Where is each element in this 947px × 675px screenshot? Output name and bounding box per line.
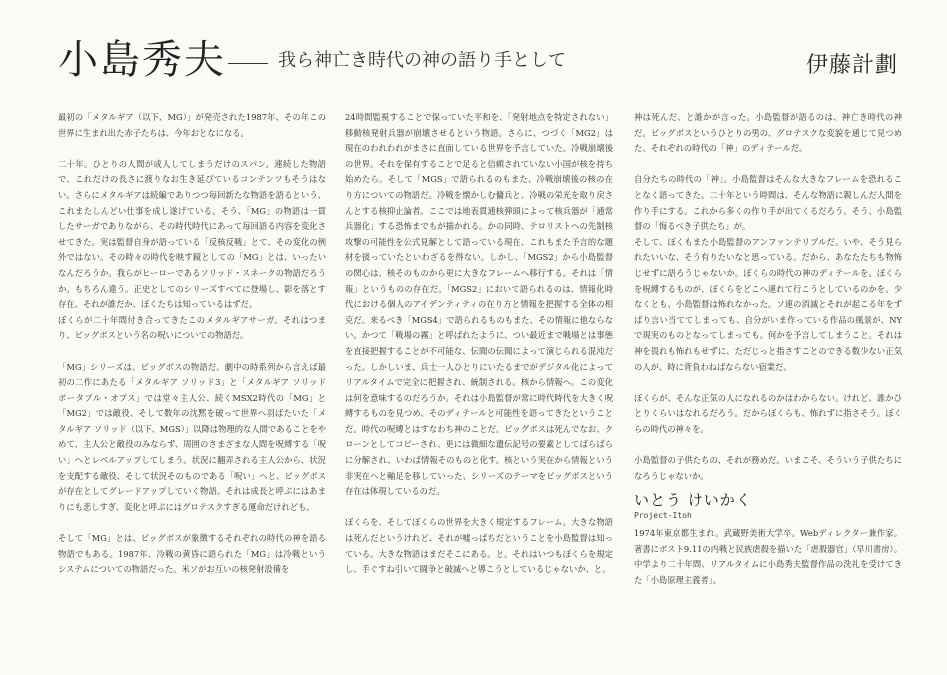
- text-column-1: [58, 110, 326, 666]
- article-author: 伊藤計劃: [805, 53, 898, 78]
- article-subtitle: 我ら神亡き時代の神の語り手として: [278, 50, 566, 71]
- paragraph: 24時間監視することで保っていた平和を、「発射地点を特定されない」移動核発射兵器が崩壊させるという物語。さらに、つづく「MG2」は現在のわれわれがまさに直面している世界を予言していた。冷戦崩壊後の世界。それを保有することで足ると信頼されていない小国が核を持ち始めたら。そして「MGS」で語られるのもまた、冷戦崩壊後の核の在り方についての物語だ。冷戦を懐かしむ傭兵と、冷戦の栄光を取り戻さんとする核抑止論者。ここでは地表貫通核弾頭によって核兵器が「通常兵器化」する恐怖までもが描かれる。かの同時、テロリストへの先制核攻撃の可能性を公式見解として語っている現在、これもまた予言的な題材を扱っていたといわざるを得ない。しかし、「MGS2」から小島監督の関心は、核そのものから更に大きなフレームへ移行する。それは「情報」というものの存在だ。「MGS2」において語られるのは、情報化時代における個人のアイデンティティの在り方と情報を把握する全体の相克だ。来るべき「MGS4」で語られるものもまた、その情報に他ならない。かつて「戦場の霧」と呼ばれたように、つい最近まで戦場とは事態を直接把握することが不可能な、伝聞の伝聞によって演じられる混沌だった。しかしいま、兵士一人ひとりにいたるまでがデジタル化によってリアルタイムで完全に把握され、統制される。核から情報へ。この変化は何を意味するのだろうか。それは小島監督が常に時代時代を大きく呪縛するものを見つめ、そのディテールと可能性を語ってきたということだ。時代の呪縛とはすなわち神のことだ。ビッグボスは死んでなお、クローンとしてコピーされ、更には微細な遺伝記号の要素としてばらばらに分解され、いわば情報そのものと化す。核という実在から情報という非実在へと軸足を移していった、シリーズのテーマをビッグボスという存在は体現しているのだ。: [345, 112, 613, 497]
- article-header: [28, 30, 908, 90]
- byline-bio: 1974年東京都生まれ。武蔵野美術大学卒。Webディレクター兼作家。著書にポスト9.11の内戦と民族虐殺を描いた「虐殺器官」（早川書房）。中学より二十年間、リアルタイムに小島秀夫監督作品の洗礼を受けてきた「小島原理主義者」。: [634, 528, 902, 586]
- paragraph: 自分たちの時代の「神」。小島監督はそんな大きなフレームを恐れることなく語ってきた。二十年という時間は、そんな物語に親しんだ人間を作り手にする。これから多くの作り手が出てくるだろう。そう、小島監督の「悔るべき子供たち」が。: [634, 174, 902, 232]
- paragraph: ぼくらを、そしてぼくらの世界を大きく規定するフレーム。大きな物語は死んだというけれど、それが嘘っぱちだということを小島監督は知っている。大きな物語はまだそこにある。と。それはいつもぼくらを規定し、手ぐすね引いて闘争と破滅へと導こうとしているじゃないか、と。: [345, 517, 613, 575]
- byline-name-en: Project-Itoh: [634, 511, 692, 521]
- title-dash: [228, 63, 268, 64]
- paragraph: そして、ぼくもまた小島監督のアンファンテリブルだ。いや、そう見られたいいな、そう有りたいなと思っている。だから、あなたたちも物怖じせずに語ろうじゃないか。ぼくらの時代の神のディテールを。ぼくらを呪縛するものが、ぼくらをどこへ連れて行こうとしているのかを。少なくとも、小島監督は怖れなかった。ソ連の消滅とそれが起こる年をずばり言い当ててしまっても、自分がいま作っている作品の風景が、NYで現実のものとなってしまっても。何かを予言してしまうこと。それは神を畏れも怖れもせずに、ただじっと指さすことのできる数少ない正気の人が、時に背負わねばならない宿業だ。: [634, 236, 902, 372]
- paragraph: 小島監督の子供たちの、それが務めだ。いまこそ、そういう子供たちになろうじゃないか。: [634, 455, 902, 481]
- paragraph: 最初の「メタルギア（以下、MG）」が発売された1987年、その年この世界に生まれ出た赤子たちは、今年おとなになる。: [58, 112, 326, 138]
- paragraph: 二十年。ひとりの人間が成人してしまうだけのスパン。連続した物語で、これだけの長さに渡りなお生き延びているコンテンツもそうはない。さらにメタルギアは続編でありつつ毎回新たな物語を語るという、これまたしんどい仕事を成し遂げている。そう、「MG」の物語は一貫したサーガでありながら、その時代時代にあって毎回語る内容を変化させてきた。実は監督自身が語っている「反核反戦」とて、その変化の例外ではない。その時々の時代を映す鏡としての「MG」とは、いったいなんだろうか。我らがヒーローであるソリッド・スネークの物語だろうか。もちろん違う。正史としてのシリーズすべてに登場し、影を落とす存在。それが誰だか、ぼくたちは知っているはずだ。: [58, 158, 326, 310]
- paragraph: そして「MG」とは、ビッグボスが象徴するそれぞれの時代の神を語る物語でもある。1987年、冷戦の黄昏に語られた「MG」は冷戦というシステムについての物語だった。米ソがお互いの核発射設備を: [58, 533, 326, 575]
- article-title: 小島秀夫: [58, 37, 226, 83]
- paragraph: 神は死んだ、と誰かが言った。小島監督が語るのは、神亡き時代の神だ。ビッグボスというひとりの男の、グロテスクな変貌を通じて見つめた、それぞれの時代の「神」のディテールだ。: [634, 112, 902, 154]
- author-byline: [634, 490, 902, 588]
- text-column-3: [634, 110, 902, 666]
- byline-name: いとう けいかく: [634, 491, 752, 510]
- paragraph: ぼくらが二十年間付き合ってきたこのメタルギアサーガ。それはつまり、ビッグボスという名の呪いについての物語だ。: [58, 314, 326, 341]
- text-column-2: [345, 110, 613, 666]
- paragraph: 「MG」シリーズは、ビッグボスの物語だ。劇中の時系列から言えば最初の二作にあたる「メタルギア ソリッド3」と「メタルギア ソリッド ポータブル・オプス」では堂々主人公、続くMSX2時代の「MG」と「MG2」では敵役、そして数年の沈黙を破って世界へ羽ばたいた「メタルギア ソリッド（以下、MGS）」以降は物理的な人間であることをやめて、主人公と敵役のみならず、周囲のさまざまな人間を呪縛する「呪い」へとレベルアップしてしまう。状況に翻弄される主人公から、状況を支配する敵役、そして状況そのものである「呪い」へと、ビッグボスが存在としてグレードアップしていく物語。それは成長と呼ぶにはあまりにも悲しすぎ、変化と呼ぶにはグロテスクすぎる運命だけれども。: [58, 361, 326, 512]
- paragraph: ぼくらが、そんな正気の人になれるのかはわからない。けれど、誰かひとりくらいはなれるだろう。だからぼくらも、怖れずに指さそう。ぼくらの時代の神々を。: [634, 392, 902, 434]
